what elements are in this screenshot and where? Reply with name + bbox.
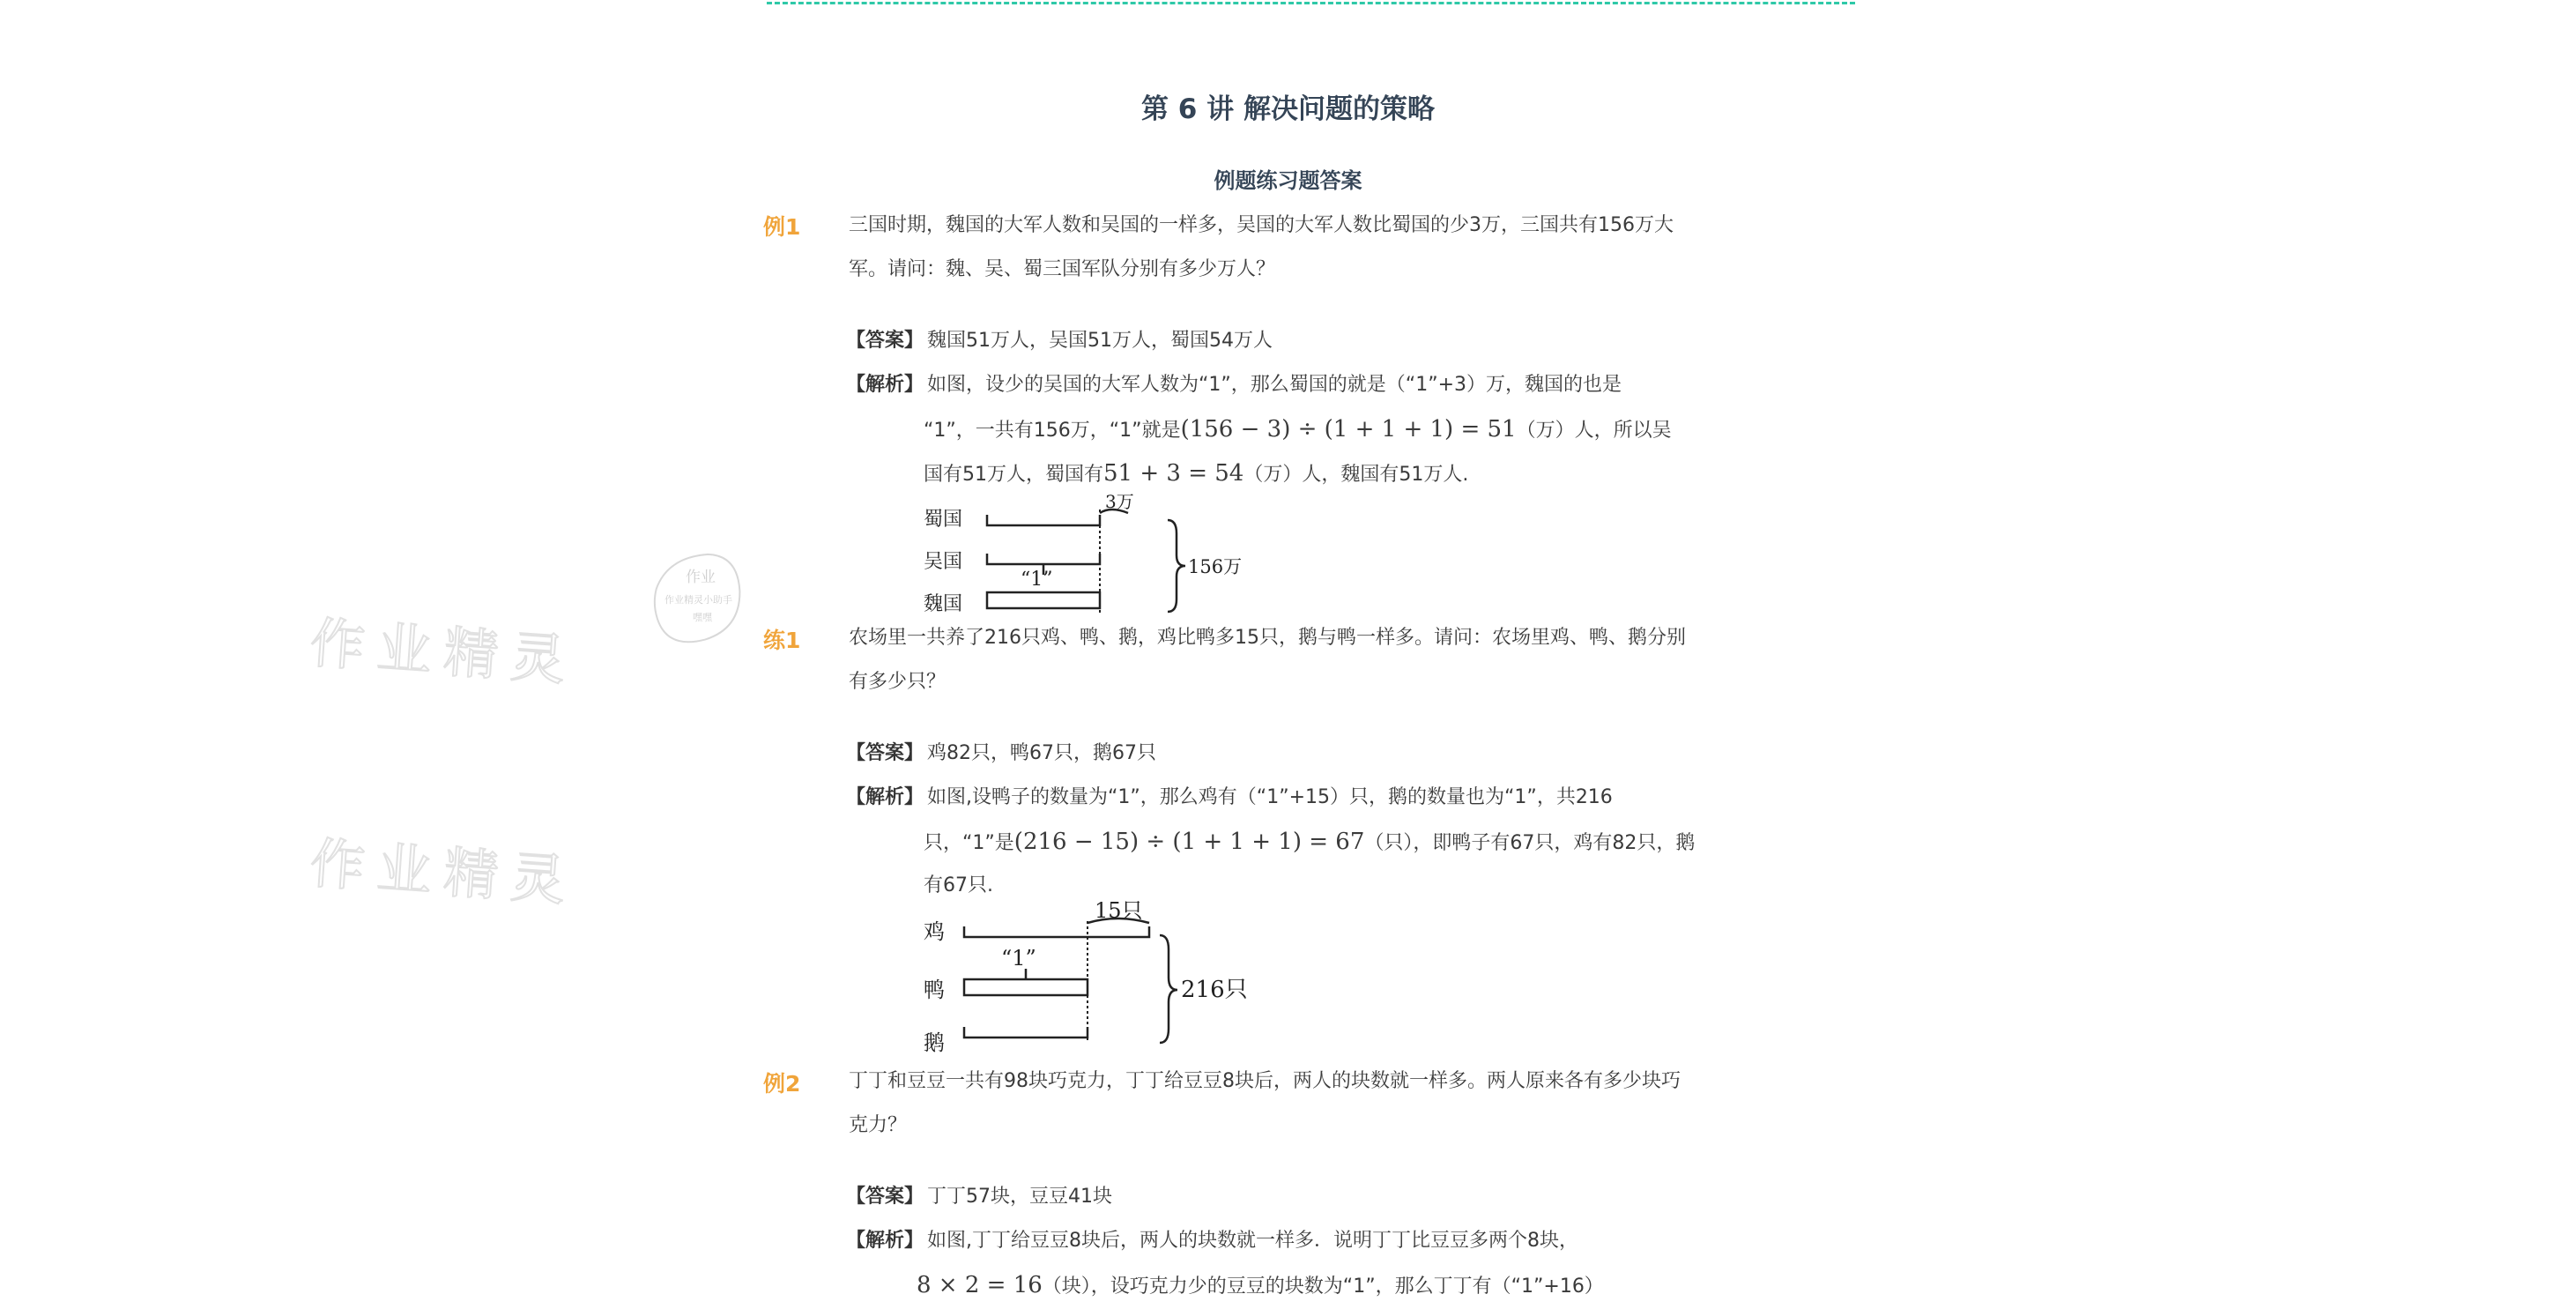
watermark-text: 作业精灵 <box>308 830 580 914</box>
analysis-text: 只，“1”是 <box>924 832 1014 854</box>
example1-answer <box>846 319 1273 363</box>
watermark-text: 作业精灵 <box>308 610 580 694</box>
diagram-row-label-duck: 鸭 <box>924 978 945 1002</box>
analysis-text: “1”，一共有156万，“1”就是 <box>924 420 1181 442</box>
diagram-bar-shu <box>987 515 1100 525</box>
answer-tag: 【答案】 <box>846 742 924 764</box>
analysis-tag: 【解析】 <box>846 374 924 396</box>
diagram-unit-label: “1” <box>1001 946 1036 971</box>
analysis-formula: 51 + 3 = 54 <box>1103 460 1244 487</box>
stamp-line2: 作业精灵小助手 <box>664 594 732 606</box>
example2-question-line1: 丁丁和豆豆一共有98块巧克力，丁丁给豆豆8块后，两人的块数就一样多。两人原来各有多少块巧 <box>849 1070 1681 1092</box>
diagram-row-label-goose: 鹅 <box>924 1030 945 1055</box>
diagram-row-label-shu: 蜀国 <box>924 509 963 531</box>
example1-analysis-line1 <box>846 363 1622 407</box>
diagram-extra-label: 3万 <box>1105 491 1134 512</box>
analysis-text: 国有51万人，蜀国有 <box>924 464 1103 486</box>
diagram-bar-wei <box>987 592 1100 608</box>
practice1-question-line1: 农场里一共养了216只鸡、鸭、鹅，鸡比鸭多15只，鹅与鸭一样多。请问：农场里鸡、鸭、鹅分别 <box>849 627 1686 649</box>
diagram-bar-chicken <box>964 926 1149 937</box>
analysis-formula: 8 × 2 = 16 <box>917 1272 1043 1298</box>
answer-text: 魏国51万人，吴国51万人，蜀国54万人 <box>927 330 1273 352</box>
practice1-answer <box>846 732 1156 776</box>
page-title: 第 6 讲 解决问题的策略 <box>1141 93 1435 125</box>
analysis-text: 如图，设少的吴国的大军人数为“1”，那么蜀国的就是（“1”+3）万，魏国的也是 <box>927 374 1622 396</box>
diagram-bar-wu <box>987 554 1100 564</box>
practice1-analysis-line2 <box>924 820 1695 866</box>
answer-text: 鸡82只，鸭67只，鹅67只 <box>927 742 1156 764</box>
practice1-analysis-line3: 有67只. <box>924 874 993 896</box>
analysis-formula: (216 − 15) ÷ (1 + 1 + 1) = 67 <box>1013 829 1365 855</box>
analysis-text: （块），设巧克力少的豆豆的块数为“1”，那么丁丁有（“1”+16） <box>1042 1276 1604 1298</box>
top-divider <box>767 2 1855 4</box>
watermark-stamp <box>642 545 756 651</box>
practice1-line-diagram <box>917 898 1287 1062</box>
example2-question-line2: 克力？ <box>849 1114 908 1136</box>
example1-question-line1: 三国时期，魏国的大军人数和吴国的一样多，吴国的大军人数比蜀国的少3万，三国共有156万大 <box>849 214 1674 236</box>
analysis-text: 如图,丁丁给豆豆8块后，两人的块数就一样多．说明丁丁比豆豆多两个8块， <box>927 1230 1579 1252</box>
example1-label: 例1 <box>763 214 801 240</box>
analysis-tag: 【解析】 <box>846 786 924 808</box>
practice1-analysis-line1 <box>846 776 1613 820</box>
diagram-unit-label: “1” <box>1021 569 1053 591</box>
diagram-total-brace <box>1168 520 1185 612</box>
analysis-tag: 【解析】 <box>846 1230 924 1252</box>
example1-analysis-line3 <box>924 451 1468 497</box>
diagram-extra-label: 15只 <box>1095 898 1143 923</box>
diagram-total-label: 216只 <box>1181 977 1248 1003</box>
stamp-line1: 作业 <box>686 569 716 586</box>
practice1-question-line2: 有多少只？ <box>849 671 947 693</box>
analysis-text: （万）人，所以吴 <box>1516 420 1672 442</box>
diagram-total-brace <box>1160 935 1177 1043</box>
diagram-row-label-wu: 吴国 <box>924 551 963 573</box>
answer-tag: 【答案】 <box>846 330 924 352</box>
page-subtitle: 例题练习题答案 <box>1214 168 1362 193</box>
stamp-line3: 嘿嘿 <box>693 612 712 623</box>
example2-analysis-line2 <box>917 1263 1604 1309</box>
example2-analysis-line1 <box>846 1219 1578 1263</box>
answer-text: 丁丁57块，豆豆41块 <box>927 1186 1113 1208</box>
example1-question-line2: 军。请问：魏、吴、蜀三国军队分别有多少万人？ <box>849 258 1276 280</box>
diagram-row-label-chicken: 鸡 <box>924 919 945 944</box>
analysis-text: （只），即鸭子有67只，鸡有82只，鹅 <box>1364 832 1696 854</box>
analysis-text: （万）人，魏国有51万人. <box>1243 464 1469 486</box>
diagram-bar-goose <box>964 1027 1088 1038</box>
diagram-bar-duck <box>964 979 1088 995</box>
example2-answer <box>846 1175 1112 1219</box>
analysis-formula: (156 − 3) ÷ (1 + 1 + 1) = 51 <box>1180 416 1517 443</box>
practice1-label: 练1 <box>763 628 801 653</box>
diagram-total-label: 156万 <box>1188 556 1243 577</box>
example1-analysis-line2 <box>924 407 1672 453</box>
analysis-text: 如图,设鸭子的数量为“1”，那么鸡有（“1”+15）只，鹅的数量也为“1”，共216 <box>927 786 1613 808</box>
diagram-row-label-wei: 魏国 <box>924 593 963 615</box>
example2-label: 例2 <box>763 1071 801 1097</box>
answer-tag: 【答案】 <box>846 1186 924 1208</box>
example1-line-diagram <box>917 491 1287 626</box>
